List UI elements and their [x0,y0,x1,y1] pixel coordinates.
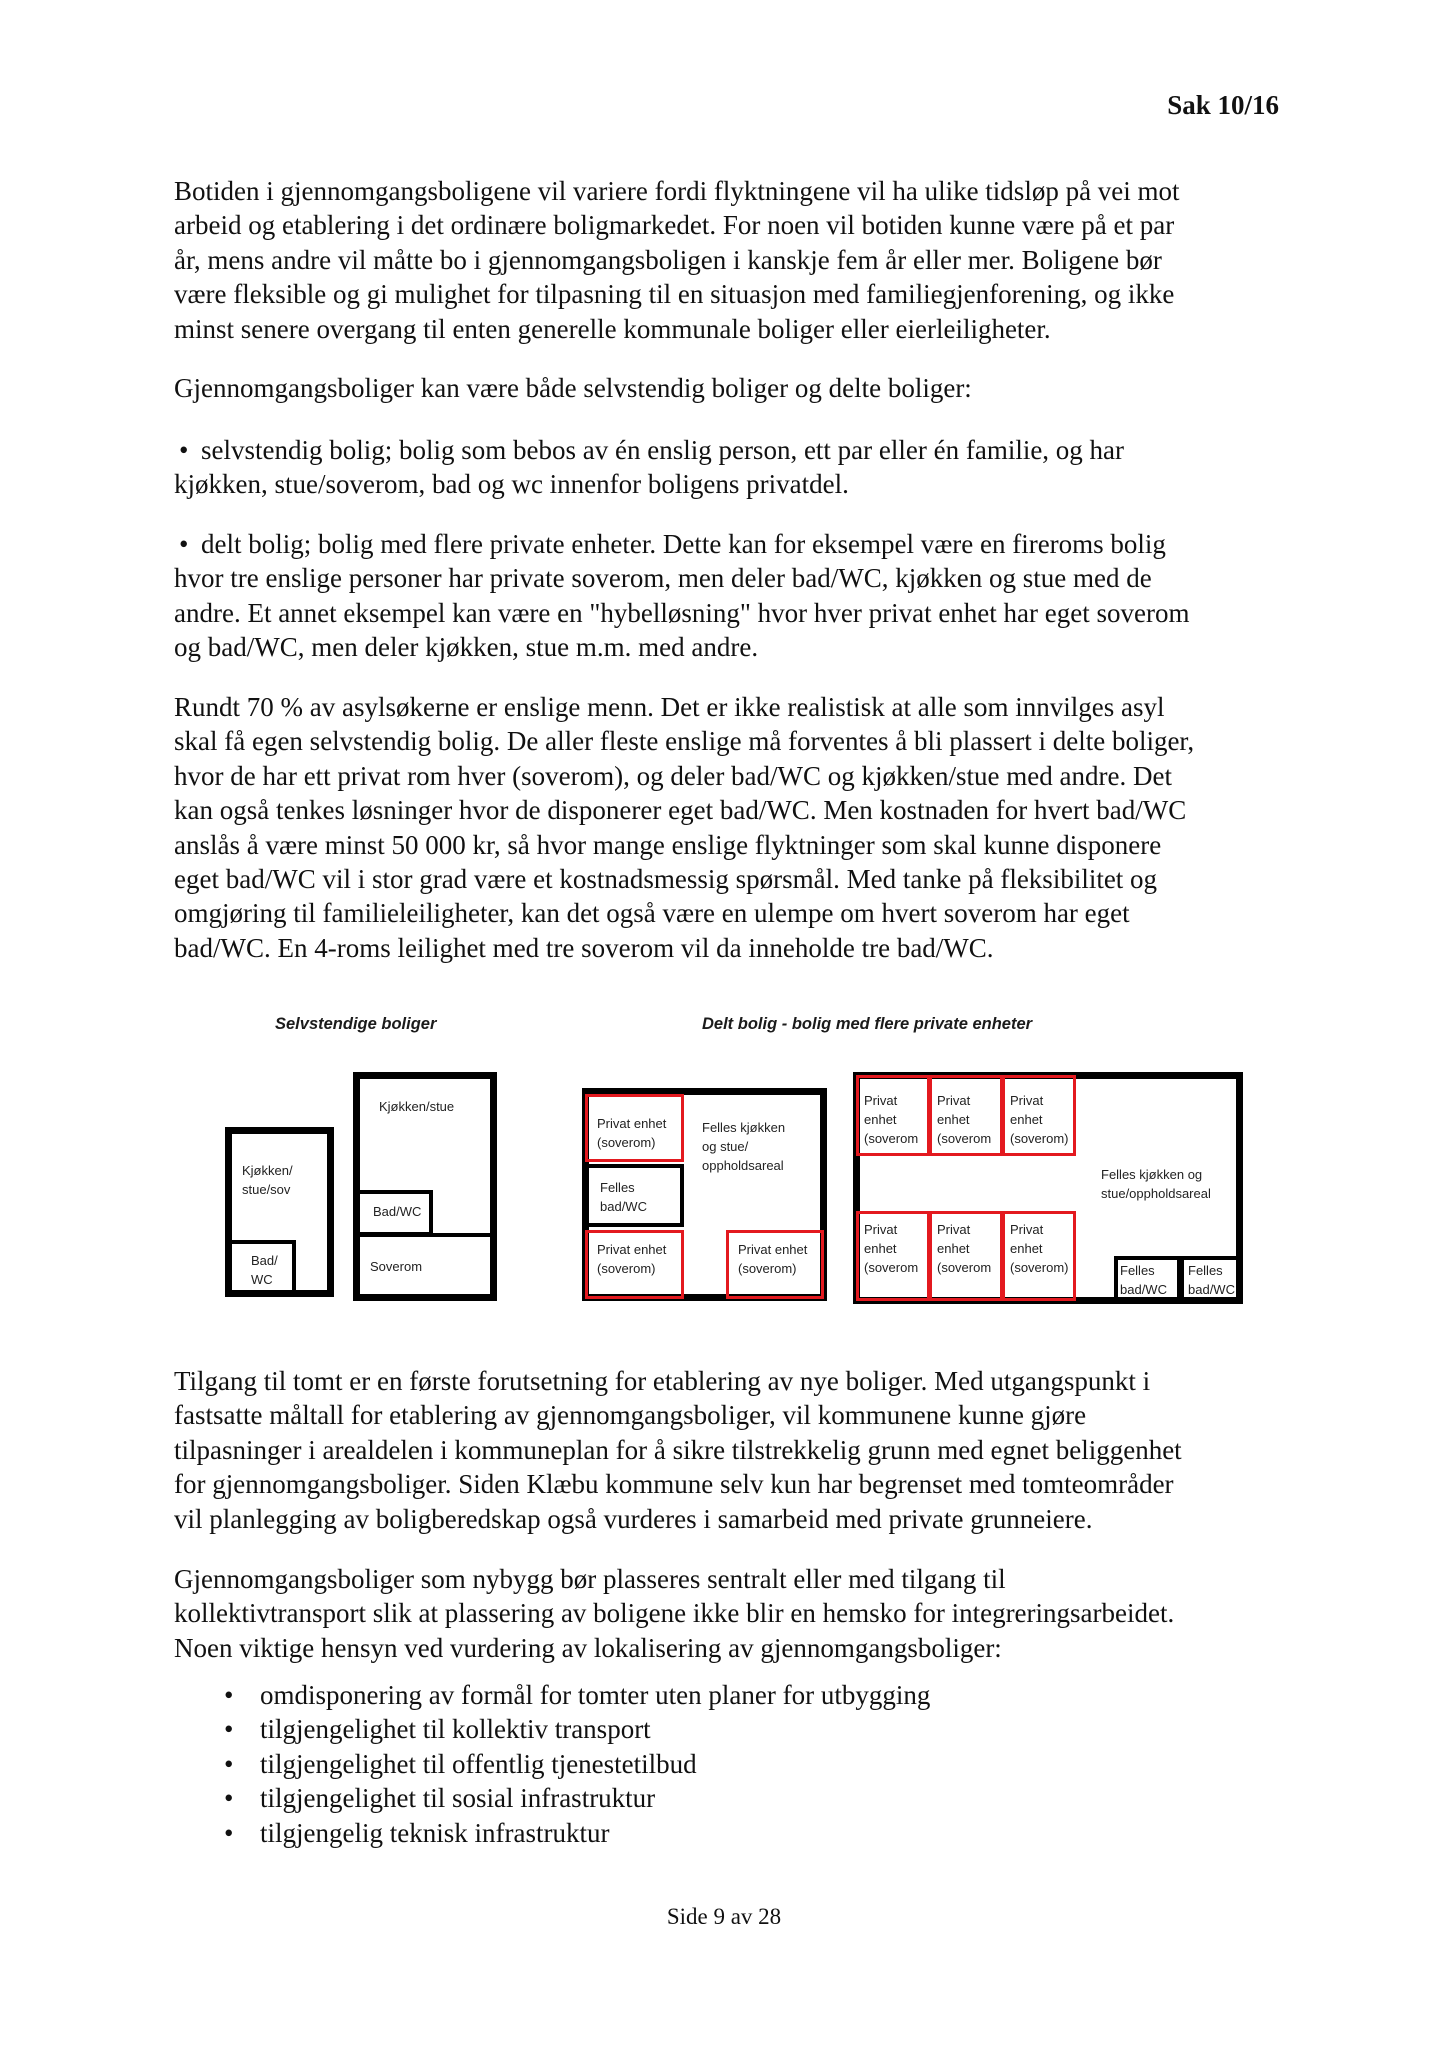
label-line: (soverom) [597,1261,656,1276]
room-label-common-area [702,1118,785,1175]
label-line: (soverom) [1010,1260,1069,1275]
label-line: enhet [1010,1112,1043,1127]
label-line: (soverom [937,1131,992,1146]
private-unit-box [585,1230,684,1299]
room-label-bath: Bad/WC [373,1204,422,1219]
paragraph-line: Gjennomgangsboliger kan være både selvstendig boliger og delte boliger: [174,373,972,403]
room-label-private-unit [1010,1091,1069,1148]
label-line: Privat enhet [738,1242,808,1257]
paragraph-line: kollektivtransport slik at plassering av boligene ikke blir en hemsko for integreringsarbeidet. [174,1598,1175,1629]
room-label-private-unit [864,1220,918,1277]
label-line: bad/WC [1188,1282,1235,1297]
paragraph-line: fastsatte måltall for etablering av gjennomgangsboliger, vil kommunene kunne gjøre [174,1400,1087,1431]
paragraph-line: eget bad/WC vil i stor grad være et kostnadsmessig spørsmål. Med tanke på fleksibilitet og [174,863,1158,894]
label-line: enhet [864,1112,897,1127]
label-line: Kjøkken/ [242,1163,293,1178]
bath-box [225,1240,296,1297]
paragraph-line: Noen viktige hensyn ved vurdering av lokalisering av gjennomgangsboliger: [174,1632,1002,1663]
bullet-line: hvor tre enslige personer har private soverom, men deler bad/WC, kjøkken og stue med de [174,563,1152,594]
paragraph-site-access [174,1364,1182,1536]
bullet-line: andre. Et annet eksempel kan være en "hybelløsning" hvor hver privat enhet har eget soverom [174,597,1190,628]
bullet-line: • delt bolig; bolig med flere private enheter. Dette kan for eksempel være en fireroms bolig [174,527,1189,561]
list-item: • tilgjengelighet til offentlig tjenestetilbud [174,1747,930,1781]
label-line: (soverom [937,1260,992,1275]
paragraph-line: Botiden i gjennomgangsboligene vil variere fordi flyktningene vil ha ulike tidsløp på vei mot [174,176,1180,206]
paragraph-line: arbeid og etablering i det ordinære boligmarkedet. For noen vil botiden kunne være på et par [174,210,1175,241]
label-line: Felles kjøkken og [1101,1167,1203,1182]
room-label-private-unit [864,1091,918,1148]
label-line: Privat [1010,1093,1044,1108]
case-number: Sak 10/16 [1167,90,1279,120]
bullet-line: kjøkken, stue/soverom, bad og wc innenfor boligens privatdel. [174,469,849,500]
shared-bath-box [1114,1256,1181,1304]
paragraph-residence-duration [174,174,1180,346]
label-line: Felles [1188,1263,1223,1278]
paragraph-line: Rundt 70 % av asylsøkerne er enslige menn. Det er ikke realistisk at alle som innvilges asyl [174,692,1165,722]
list-item: • tilgjengelighet til sosial infrastruktur [174,1781,930,1815]
label-line: WC [251,1272,273,1287]
paragraph-location [174,1562,1174,1665]
bullet-delt-bolig [174,527,1189,665]
shared-bath-box [585,1164,684,1227]
private-unit-box [856,1075,930,1156]
room-label-private-unit [937,1220,991,1277]
paragraph-line: for gjennomgangsboliger. Siden Klæbu kommune selv kun har begrenset med tomteområder [174,1469,1174,1500]
label-line: Felles [600,1180,635,1195]
label-line: stue/oppholdsareal [1101,1186,1211,1201]
room-label-kitchen-living [242,1161,293,1199]
label-line: (soverom [864,1131,919,1146]
room-label-private-unit [738,1240,807,1278]
label-line: stue/sov [242,1182,291,1197]
paragraph-line: vil planlegging av boligberedskap også vurderes i samarbeid med private grunneiere. [174,1503,1093,1534]
paragraph-single-men [174,690,1194,965]
room-label-private-unit [937,1091,991,1148]
room-label-kitchen-living: Kjøkken/stue [379,1099,455,1114]
bullet-line: • selvstendig bolig; bolig som bebos av én enslig person, ett par eller én familie, og har [174,433,1124,467]
figure-housing-layouts [0,1000,1448,1320]
label-line: Privat [864,1222,898,1237]
page-number: Side 9 av 28 [666,1904,782,1929]
label-line: bad/WC [600,1199,647,1214]
label-line: oppholdsareal [702,1158,784,1173]
paragraph-line: skal få egen selvstendig bolig. De aller fleste enslige må forventes å bli plassert i delte boliger, [174,726,1195,757]
label-line: Privat [937,1222,971,1237]
room-label-shared-bath [1120,1261,1167,1299]
paragraph-line: Gjennomgangsboliger som nybygg bør plasseres sentralt eller med tilgang til [174,1564,1006,1594]
private-unit-box [726,1230,824,1299]
label-line: (soverom) [738,1261,797,1276]
location-criteria-list [174,1678,930,1850]
paragraph-line: tilpasninger i arealdelen i kommuneplan for å sikre tilstrekkelig grunn med egnet beliggenhet [174,1434,1182,1465]
room-label-bedroom: Soverom [370,1259,423,1274]
list-item: • tilgjengelig teknisk infrastruktur [174,1816,930,1850]
label-line: (soverom [864,1260,919,1275]
figure-title-delt: Delt bolig - bolig med flere private enheter [702,1015,1033,1033]
paragraph-line: hvor de har ett privat rom hver (soverom), og deler bad/WC og kjøkken/stue med andre. Det [174,760,1172,791]
bath-box [353,1190,433,1236]
label-line: (soverom) [597,1135,656,1150]
label-line: og stue/ [702,1139,749,1154]
bullet-line: og bad/WC, men deler kjøkken, stue m.m. med andre. [174,632,759,663]
bedroom-area [353,1233,497,1301]
private-unit-box [1002,1211,1076,1301]
list-item: • omdisponering av formål for tomter uten planer for utbygging [174,1678,930,1712]
figure-title-selvstendige: Selvstendige boliger [275,1015,437,1033]
label-line: enhet [1010,1241,1043,1256]
private-unit-box [929,1075,1003,1156]
room-label-common-area [1101,1165,1211,1203]
shared-bath-box [1180,1256,1243,1304]
room-label-shared-bath [600,1178,647,1216]
paragraph-line: være fleksible og gi mulighet for tilpasning til en situasjon med familiegjenforening, og ikke [174,279,1175,310]
label-line: enhet [864,1241,897,1256]
label-line: (soverom) [1010,1131,1069,1146]
private-unit-box [1002,1075,1076,1156]
label-line: Privat [1010,1222,1044,1237]
private-unit-box [929,1211,1003,1301]
paragraph-line: omgjøring til familieleiligheter, kan det også være en ulempe om hvert soverom har eget [174,898,1130,929]
private-unit-box [585,1094,684,1162]
label-line: Privat [864,1093,898,1108]
paragraph-housing-types-intro [174,371,972,405]
room-label-shared-bath [1188,1261,1235,1299]
room-label-private-unit [597,1240,666,1278]
private-unit-box [856,1211,930,1301]
label-line: Felles [1120,1263,1155,1278]
label-line: enhet [937,1112,970,1127]
label-line: enhet [937,1241,970,1256]
paragraph-line: minst senere overgang til enten generelle kommunale boliger eller eierleiligheter. [174,313,1051,344]
paragraph-line: kan også tenkes løsninger hvor de disponerer eget bad/WC. Men kostnaden for hvert bad/WC [174,795,1187,826]
room-label-private-unit [1010,1220,1069,1277]
label-line: bad/WC [1120,1282,1167,1297]
room-label-private-unit [597,1114,666,1152]
list-item: • tilgjengelighet til kollektiv transport [174,1712,930,1746]
label-line: Privat enhet [597,1116,667,1131]
paragraph-line: Tilgang til tomt er en første forutsetning for etablering av nye boliger. Med utgangspunkt i [174,1366,1151,1396]
label-line: Privat [937,1093,971,1108]
paragraph-line: anslås å være minst 50 000 kr, så hvor mange enslige flyktninger som skal kunne disponere [174,829,1162,860]
bullet-selvstendig-bolig [174,433,1124,502]
paragraph-line: år, mens andre vil måtte bo i gjennomgangsboligen i kanskje fem år eller mer. Boligene bør [174,244,1162,275]
paragraph-line: bad/WC. En 4-roms leilighet med tre soverom vil da inneholde tre bad/WC. [174,932,994,963]
label-line: Felles kjøkken [702,1120,786,1135]
label-line: Privat enhet [597,1242,667,1257]
label-line: Bad/ [251,1253,278,1268]
room-label-bath [251,1251,278,1289]
